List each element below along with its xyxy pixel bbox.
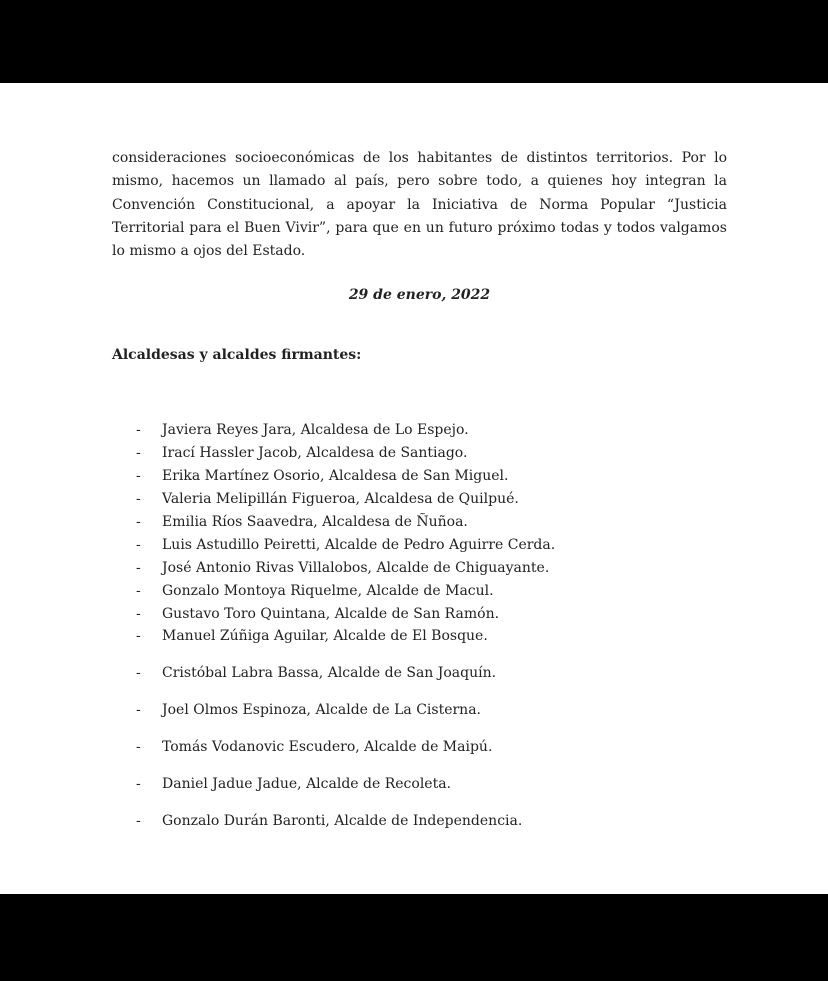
signers-list xyxy=(0,83,828,894)
closing-paragraph: consideraciones socioeconómicas de los habitantes de distintos territorios. Por lo mismo, hacemos un llamado al país, pero sobre todo, a quienes hoy integran la Convención Constitucional, a apoyar la Iniciativa de Norma Popular “Justicia Territorial para el Buen Vivir”, para que en un futuro próximo todas y todos valgamos lo mismo a ojos del Estado. xyxy=(112,150,727,260)
list-item xyxy=(136,581,494,601)
bullet-dash: - xyxy=(136,606,141,622)
signer-name: Erika Martínez Osorio, Alcaldesa de San Miguel. xyxy=(162,468,509,484)
signer-name: José Antonio Rivas Villalobos, Alcalde de Chiguayante. xyxy=(162,560,550,576)
signer-name: Gustavo Toro Quintana, Alcalde de San Ramón. xyxy=(162,606,500,622)
bullet-dash: - xyxy=(136,702,141,718)
bullet-dash: - xyxy=(136,445,141,461)
signer-name: Daniel Jadue Jadue, Alcalde de Recoleta. xyxy=(162,776,452,792)
signer-name: Irací Hassler Jacob, Alcaldesa de Santiago. xyxy=(162,445,468,461)
list-item xyxy=(136,512,468,532)
list-item xyxy=(136,774,451,794)
signers-heading: Alcaldesas y alcaldes firmantes: xyxy=(112,347,362,363)
list-item xyxy=(136,466,508,486)
list-item xyxy=(136,489,519,509)
bullet-dash: - xyxy=(136,491,141,507)
signer-name: Gonzalo Montoya Riquelme, Alcalde de Macul. xyxy=(162,583,494,599)
signer-name: Javiera Reyes Jara, Alcaldesa de Lo Espejo. xyxy=(162,422,469,438)
bullet-dash: - xyxy=(136,514,141,530)
list-item xyxy=(136,626,488,646)
bullet-dash: - xyxy=(136,665,141,681)
bullet-dash: - xyxy=(136,813,141,829)
signer-name: Joel Olmos Espinoza, Alcalde de La Cisterna. xyxy=(162,702,481,718)
bullet-dash: - xyxy=(136,422,141,438)
list-item xyxy=(136,737,492,757)
bullet-dash: - xyxy=(136,739,141,755)
signer-name: Gonzalo Durán Baronti, Alcalde de Independencia. xyxy=(162,813,523,829)
list-item xyxy=(136,443,467,463)
list-item xyxy=(136,700,481,720)
bullet-dash: - xyxy=(136,468,141,484)
signer-name: Tomás Vodanovic Escudero, Alcalde de Maipú. xyxy=(162,739,493,755)
signer-name: Cristóbal Labra Bassa, Alcalde de San Joaquín. xyxy=(162,665,497,681)
document-date: 29 de enero, 2022 xyxy=(348,287,491,303)
bullet-dash: - xyxy=(136,776,141,792)
bullet-dash: - xyxy=(136,560,141,576)
list-item xyxy=(136,663,496,683)
signer-name: Valeria Melipillán Figueroa, Alcaldesa de Quilpué. xyxy=(162,491,519,507)
list-item xyxy=(136,558,549,578)
signer-name: Emilia Ríos Saavedra, Alcaldesa de Ñuñoa. xyxy=(162,514,468,530)
list-item xyxy=(136,535,555,555)
signer-name: Manuel Zúñiga Aguilar, Alcalde de El Bosque. xyxy=(162,628,488,644)
list-item xyxy=(136,420,469,440)
list-item xyxy=(136,604,499,624)
bullet-dash: - xyxy=(136,583,141,599)
list-item xyxy=(136,811,522,831)
document-page xyxy=(0,83,828,894)
signer-name: Luis Astudillo Peiretti, Alcalde de Pedro Aguirre Cerda. xyxy=(162,537,556,553)
bullet-dash: - xyxy=(136,628,141,644)
bullet-dash: - xyxy=(136,537,141,553)
